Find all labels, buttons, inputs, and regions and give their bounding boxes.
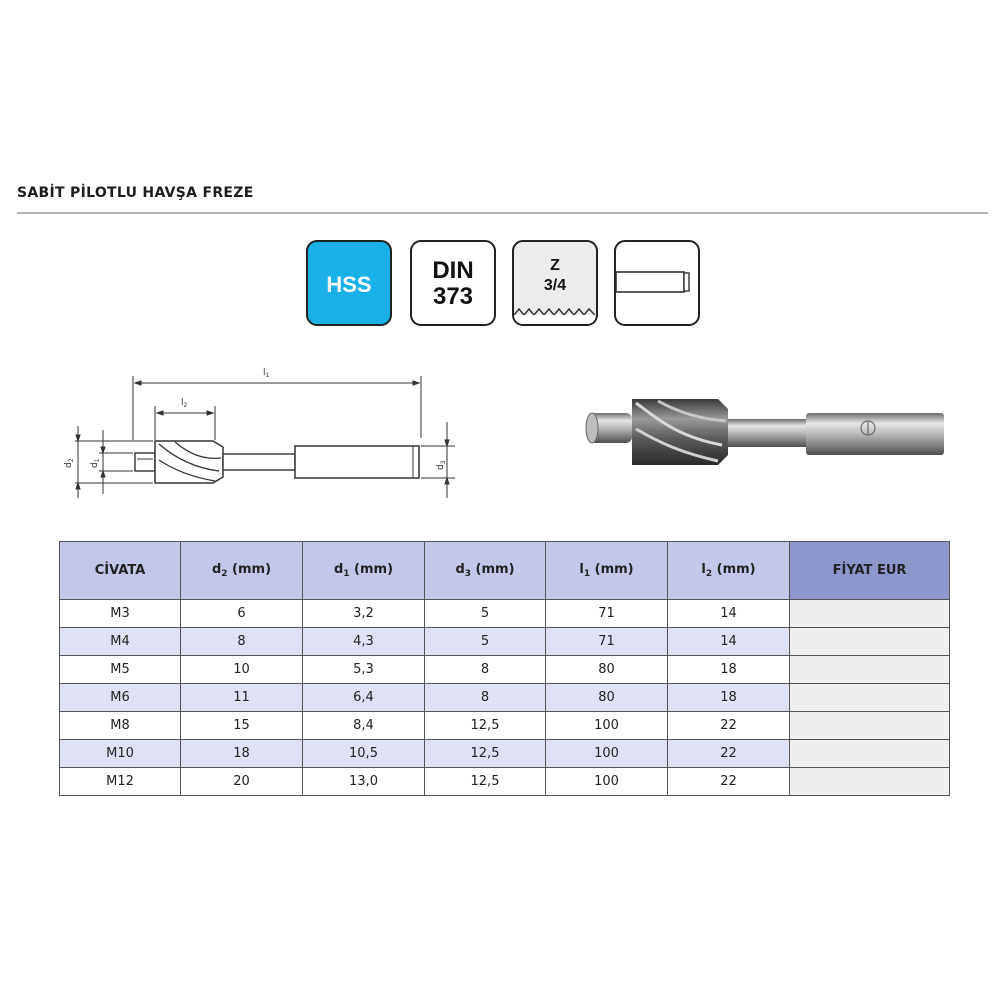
cell-l2: 14 <box>668 628 790 656</box>
cell-d1: 13,0 <box>303 768 425 796</box>
cell-d2: 18 <box>181 740 303 768</box>
hss-badge-icon <box>306 240 392 326</box>
table-row <box>60 740 950 768</box>
cell-l2: 18 <box>668 656 790 684</box>
saw-teeth-icon <box>514 302 595 324</box>
cell-price <box>790 684 950 712</box>
cell-price <box>790 656 950 684</box>
cell-civata: M4 <box>60 628 181 656</box>
tool-product-image <box>578 385 950 475</box>
header-d3: $d_3$ (mm) <box>425 542 546 600</box>
cell-d2: 8 <box>181 628 303 656</box>
header-l2: $l_2$ (mm) <box>668 542 790 600</box>
cell-d1: 10,5 <box>303 740 425 768</box>
d1-label: $d_1$ <box>90 458 101 468</box>
cylindrical-shank-icon <box>614 240 700 326</box>
cell-d3: 8 <box>425 656 546 684</box>
table-row <box>60 600 950 628</box>
cell-l1: 100 <box>546 768 668 796</box>
cell-d3: 12,5 <box>425 740 546 768</box>
cell-d2: 6 <box>181 600 303 628</box>
cell-d2: 10 <box>181 656 303 684</box>
cell-price <box>790 768 950 796</box>
table-row <box>60 684 950 712</box>
l2-label: $l_2$ <box>181 398 188 409</box>
cell-d2: 20 <box>181 768 303 796</box>
cell-civata: M3 <box>60 600 181 628</box>
header-d1: $d_1$ (mm) <box>303 542 425 600</box>
l1-label: $l_1$ <box>263 368 270 379</box>
shank-outline-icon <box>616 242 697 323</box>
cell-civata: M6 <box>60 684 181 712</box>
cell-d1: 5,3 <box>303 656 425 684</box>
cell-l1: 100 <box>546 740 668 768</box>
cell-civata: M8 <box>60 712 181 740</box>
cell-d1: 6,4 <box>303 684 425 712</box>
specification-table <box>59 541 950 796</box>
cell-civata: M10 <box>60 740 181 768</box>
header-l1: $l_1$ (mm) <box>546 542 668 600</box>
hss-badge-label: HSS <box>326 272 372 297</box>
cell-l2: 14 <box>668 600 790 628</box>
cell-d3: 8 <box>425 684 546 712</box>
table-header-row <box>60 542 950 600</box>
header-civata: CİVATA <box>60 542 181 600</box>
header-price: FİYAT EUR <box>790 542 950 600</box>
page-title: SABİT PİLOTLU HAVŞA FREZE <box>17 185 254 201</box>
cell-d1: 3,2 <box>303 600 425 628</box>
cell-l1: 80 <box>546 656 668 684</box>
cell-d1: 4,3 <box>303 628 425 656</box>
header-d2: $d_2$ (mm) <box>181 542 303 600</box>
table-row <box>60 656 950 684</box>
cell-l1: 71 <box>546 628 668 656</box>
teeth-badge-label: Z <box>550 257 560 274</box>
din-373-badge-icon <box>410 240 496 326</box>
cell-l1: 71 <box>546 600 668 628</box>
title-divider <box>17 212 988 214</box>
cell-d2: 15 <box>181 712 303 740</box>
table-row <box>60 628 950 656</box>
cell-d1: 8,4 <box>303 712 425 740</box>
cell-l2: 18 <box>668 684 790 712</box>
cell-price <box>790 600 950 628</box>
cell-l1: 100 <box>546 712 668 740</box>
tool-technical-drawing <box>55 360 475 510</box>
din-badge-number: 373 <box>432 283 474 310</box>
d2-label: $d_2$ <box>64 458 75 468</box>
cell-d2: 11 <box>181 684 303 712</box>
cell-d3: 12,5 <box>425 768 546 796</box>
cell-civata: M5 <box>60 656 181 684</box>
teeth-count-badge-icon <box>512 240 598 326</box>
table-row <box>60 768 950 796</box>
cell-d3: 5 <box>425 600 546 628</box>
cell-l2: 22 <box>668 712 790 740</box>
cell-civata: M12 <box>60 768 181 796</box>
din-badge-label: DIN <box>432 257 474 284</box>
cell-d3: 12,5 <box>425 712 546 740</box>
table-row <box>60 712 950 740</box>
d3-label: $d_3$ <box>436 460 447 470</box>
cell-l1: 80 <box>546 684 668 712</box>
teeth-badge-value: 3/4 <box>543 277 567 294</box>
cell-price <box>790 628 950 656</box>
cell-price <box>790 712 950 740</box>
cell-l2: 22 <box>668 768 790 796</box>
cell-d3: 5 <box>425 628 546 656</box>
cell-l2: 22 <box>668 740 790 768</box>
cell-price <box>790 740 950 768</box>
